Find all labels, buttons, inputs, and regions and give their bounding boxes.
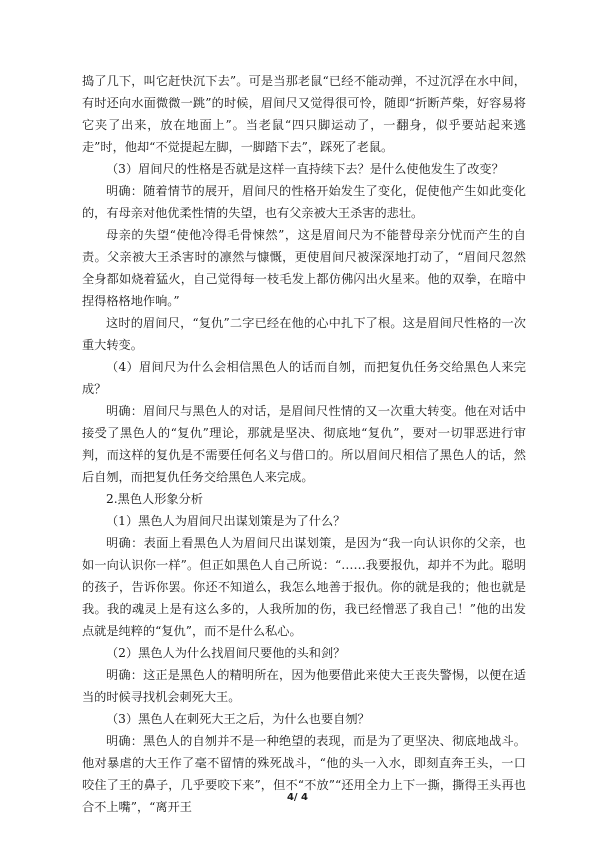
section-heading: 2.黑色人形象分析 (106, 492, 203, 506)
answer-paragraph: 明确：表面上看黑色人为眉间尺出谋划策，是因为“我一向认识你的父亲，也如一向认识你一样”。但正如黑色人自己所说：“……我要报仇，却并不为此。聪明的孩子，告诉你罢。你还不知道么，我怎么地善于报仇。你的就是我的；他也就是我。我的魂灵上是有这么多的，人我所加的伤，我已经憎恶了我自己！”他的出发点就是纯粹的“复仇”，而不是什么私心。 (82, 536, 526, 638)
question-heading: （4）眉间尺为什么会相信黑色人的话而自刎，而把复仇任务交给黑色人来完成？ (82, 360, 526, 396)
answer-paragraph: 明确：随着情节的展开，眉间尺的性格开始发生了变化，促使他产生如此变化的，有母亲对他优柔性情的失望，也有父亲被大王杀害的悲壮。 (82, 184, 526, 220)
question-heading: （2）黑色人为什么找眉间尺要他的头和剑？ (106, 646, 346, 660)
answer-paragraph: 明确：黑色人的自刎并不是一种绝望的表现，而是为了更坚决、彻底地战斗。他对暴虐的大王作了毫不留情的殊死战斗，“他的头一入水，即刻直奔王头，一口咬住了王的鼻子，几乎要咬下来”，但不“不放”“还用全力上下一撕，撕得王头再也合不上嘴”，“离开王 (82, 734, 526, 814)
answer-paragraph: 明确：这正是黑色人的精明所在，因为他要借此来使大王丧失警惕，以便在适当的时候寻找机会刺死大王。 (82, 668, 526, 704)
answer-paragraph: 明确：眉间尺与黑色人的对话，是眉间尺性情的又一次重大转变。他在对话中接受了黑色人的“复仇”理论，那就是坚决、彻底地“复仇”，要对一切罪恶进行审判，而这样的复仇是不需要任何名义与借口的。所以眉间尺相信了黑色人的话，然后自刎，而把复仇任务交给黑色人来完成。 (82, 404, 526, 484)
question-heading: （3）黑色人在刺死大王之后，为什么也要自刎？ (106, 712, 370, 726)
paragraph: 母亲的失望“使他冷得毛骨悚然”，这是眉间尺为不能替母亲分忧而产生的自责。父亲被大王杀害时的凛然与慷慨，更使眉间尺被深深地打动了，“眉间尺忽然全身都如烧着猛火，自己觉得每一枝毛发上都仿佛闪出火星来。他的双拳，在暗中捏得格格地作响。” (82, 228, 526, 308)
paragraph: 捣了几下，叫它赶快沉下去”。可是当那老鼠“已经不能动弹，不过沉浮在水中间，有时还向水面微微一跳”的时候，眉间尺又觉得很可怜，随即“折断芦柴，好容易将它夹了出来，放在地面上”。当老鼠“四只脚运动了，一翻身，似乎要站起来逃走”时，他却“不觉提起左脚，一脚踏下去”，踩死了老鼠。 (82, 74, 526, 154)
question-heading: （1）黑色人为眉间尺出谋划策是为了什么？ (106, 514, 346, 528)
page-number: 4/ 4 (286, 792, 309, 803)
paragraph: 这时的眉间尺，“复仇”二字已经在他的心中扎下了根。这是眉间尺性格的一次重大转变。 (82, 316, 526, 352)
body-text (82, 70, 526, 818)
question-heading: （3）眉间尺的性格是否就是这样一直持续下去？是什么使他发生了改变？ (106, 162, 504, 176)
